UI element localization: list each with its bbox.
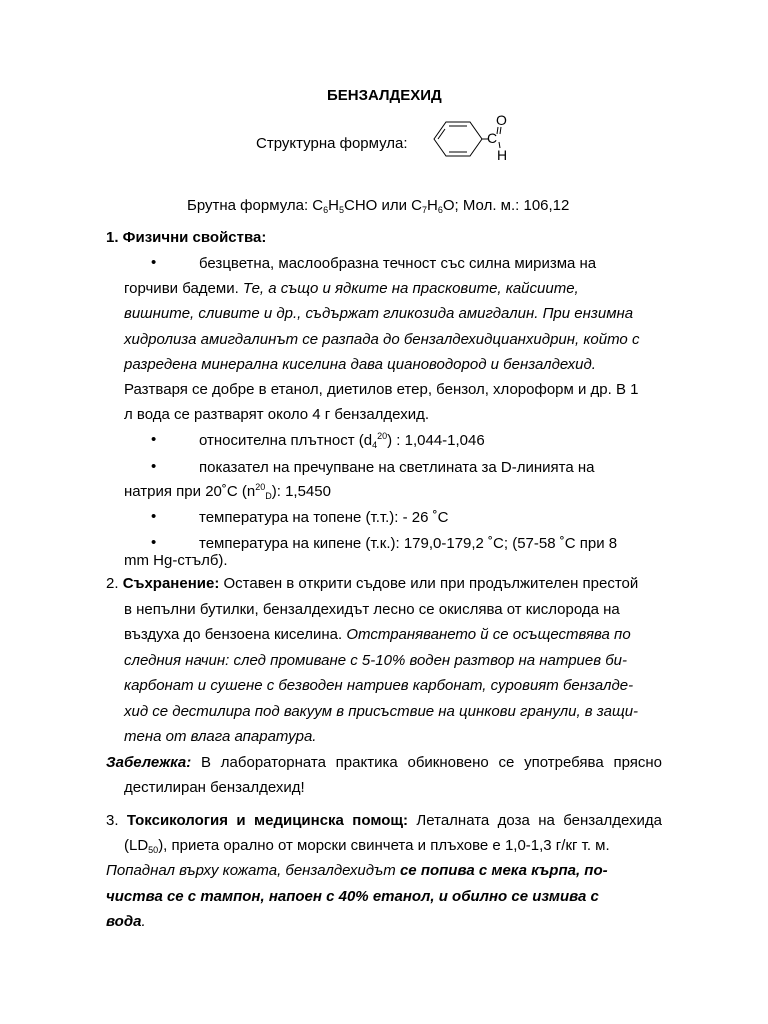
section-2-line-2: в непълни бутилки, бензалдехидът лесно се окислява от кислорода на — [124, 601, 620, 618]
section-1-bullet-1-line-7: л вода се разтварят около 4 г бензалдехид. — [124, 406, 429, 423]
section-2-line-1-text: Оставен в открити съдове или при продължителен престой — [219, 575, 639, 592]
note-line-1 — [106, 754, 662, 772]
gross-formula-sub-4: 6 — [437, 205, 443, 215]
ld50-sub: 50 — [148, 845, 159, 855]
refraction-sub: D — [265, 491, 272, 501]
section-1-bullet-4: температура на топене (т.т.): - 26 ˚C — [199, 509, 449, 526]
section-2-line-3-italic: Отстраняването й се осъществява по — [346, 626, 631, 643]
note-line-2: дестилиран бензалдехид! — [124, 779, 305, 796]
gross-formula-sub-1: 6 — [323, 205, 329, 215]
section-1-bullet-2 — [199, 432, 485, 450]
section-2-line-3-plain: въздуха до бензоена киселина. — [124, 626, 347, 643]
atom-h-label: H — [497, 147, 508, 163]
section-1-bullet-5-line-1: температура на кипене (т.к.): 179,0-179,2 ˚C; (57-58 ˚C при 8 — [199, 535, 618, 552]
gross-formula-suffix: O; Мол. м.: 106,12 — [442, 197, 570, 214]
gross-formula-text-3: H — [427, 197, 438, 214]
section-3-line-2 — [124, 837, 610, 855]
section-1-bullet-1-line-2-plain: горчиви бадеми. — [124, 280, 243, 297]
section-1-bullet-1-line-6: Разтваря се добре в етанол, диетилов етер, бензол, хлороформ и др. В 1 — [124, 381, 639, 398]
density-sub: 4 — [372, 440, 378, 450]
section-3-number: 3. — [106, 812, 127, 829]
section-3-line-5 — [106, 913, 146, 931]
atom-c-label: C — [487, 130, 498, 146]
document-title: БЕНЗАЛДЕХИД — [327, 87, 442, 104]
section-2-number: 2. — [106, 575, 123, 592]
refraction-text-a: натрия при 20˚C (n — [124, 483, 256, 500]
bullet-2: • — [151, 431, 157, 448]
section-1-bullet-3-line-2 — [124, 483, 331, 501]
gross-formula-text-2: CHO или C — [344, 197, 423, 214]
section-2-line-3 — [124, 626, 631, 644]
gross-formula-text-1: H — [328, 197, 339, 214]
section-2-heading: Съхранение: — [122, 575, 220, 592]
section-1-bullet-1-line-1: безцветна, маслообразна течност със силна миризма на — [199, 255, 597, 272]
ld50-text-a: (LD — [124, 837, 149, 854]
section-3-line-5-bold: вода — [106, 913, 142, 930]
section-2-line-4: следния начин: след промиване с 5-10% воден разтвор на натриев би- — [124, 652, 628, 669]
density-text-b: ) : 1,044-1,046 — [387, 432, 485, 449]
density-text-a: относителна плътност (d — [199, 432, 373, 449]
section-3-line-4: чиства се с тампон, напоен с 40% етанол, и обилно се измива с — [106, 888, 599, 905]
section-3-line-1 — [106, 812, 662, 830]
density-sup: 20 — [377, 431, 388, 441]
structure-label: Структурна формула: — [256, 135, 408, 152]
gross-formula-line — [187, 197, 569, 215]
section-2-line-5: карбонат и сушене с безводен натриев карбонат, суровият бензалде- — [124, 677, 634, 694]
section-3-line-1-text: Леталната доза на бензалдехида — [408, 812, 662, 829]
bullet-4: • — [151, 508, 157, 525]
section-1-bullet-1-line-2 — [124, 280, 579, 298]
section-1-bullet-3-line-1: показател на пречупване на светлината за D-линията на — [199, 459, 595, 476]
refraction-text-b: ): 1,5450 — [271, 483, 331, 500]
bullet-5: • — [151, 534, 157, 551]
section-3-line-3-italic: Попаднал върху кожата, бензалдехидът — [106, 862, 400, 879]
gross-formula-prefix: Брутна формула: C — [187, 197, 324, 214]
section-3-heading: Токсикология и медицинска помощ: — [126, 812, 409, 829]
gross-formula-sub-3: 7 — [422, 205, 428, 215]
section-3-line-3-bold: се попива с мека кърпа, по- — [399, 862, 608, 879]
section-1-heading: 1. Физични свойства: — [106, 229, 267, 246]
refraction-sup: 20 — [255, 482, 266, 492]
section-1-bullet-1-line-3: вишните, сливите и др., съдържат гликозида амигдалин. При ензимна — [124, 305, 634, 322]
bullet-3: • — [151, 458, 157, 475]
section-2-line-7: тена от влага апаратура. — [124, 728, 317, 745]
section-3-line-5-end: . — [141, 913, 146, 930]
section-1-bullet-1-line-5: разредена минерална киселина дава циановодород и бензалдехид. — [124, 356, 596, 373]
benzaldehyde-structure-diagram — [424, 110, 524, 170]
section-1-bullet-1-line-4: хидролиза амигдалинът се разпада до бензалдехидцианхидрин, който с — [124, 331, 640, 348]
section-1-bullet-1-line-2-italic: Те, а също и ядките на прасковите, кайсиите, — [242, 280, 579, 297]
gross-formula-sub-2: 5 — [338, 205, 344, 215]
section-2-line-1 — [106, 575, 638, 593]
note-line-1-text: В лабораторната практика обикновено се употребява прясно — [191, 754, 662, 771]
bullet-1: • — [151, 254, 157, 271]
ld50-text-b: ), приета орално от морски свинчета и плъхове е 1,0-1,3 г/кг т. м. — [158, 837, 610, 854]
section-1-bullet-5-line-2: mm Hg-стълб). — [124, 552, 228, 569]
section-2-line-6: хид се дестилира под вакуум в присъствие на цинкови гранули, в защи- — [124, 703, 639, 720]
note-label: Забележка: — [106, 754, 192, 771]
section-3-line-3 — [106, 862, 608, 880]
atom-o-label: O — [496, 112, 507, 128]
